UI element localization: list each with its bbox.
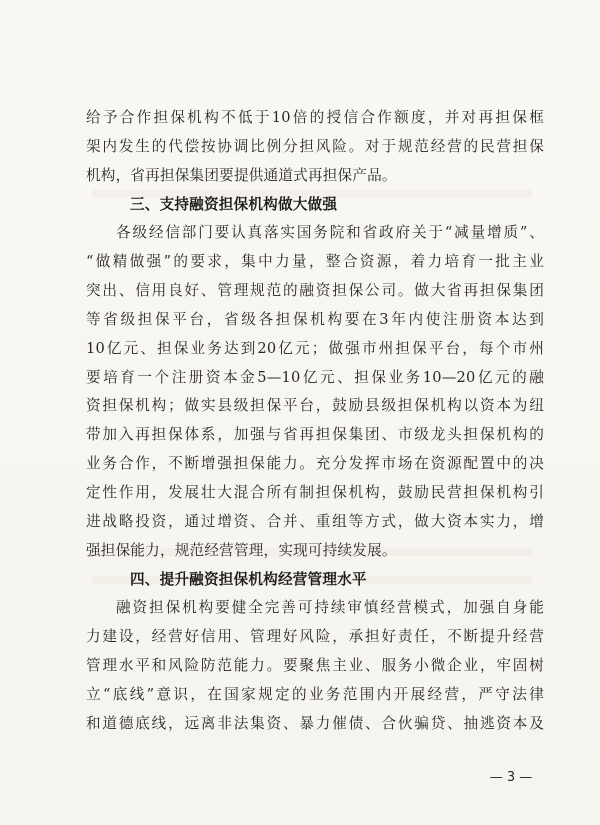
section-heading: 三、支持融资担保机构做大做强 (130, 195, 338, 213)
paragraph-line: 要培育一个注册资本金5—10亿元、担保业务10—20亿元的融 (86, 368, 544, 386)
paragraph-line: 架内发生的代偿按协调比例分担风险。对于规范经营的民营担保 (86, 137, 544, 155)
paragraph-line: 突出、信用良好、管理规范的融资担保公司。做大省再担保集团 (86, 282, 544, 300)
paragraph-line: 带加入再担保体系，加强与省再担保集团、市级龙头担保机构的 (86, 426, 544, 444)
paragraph-line: “做精做强”的要求，集中力量，整合资源，着力培育一批主业 (86, 253, 544, 271)
paragraph-line: 各级经信部门要认真落实国务院和省政府关于“减量增质”、 (116, 224, 544, 242)
paragraph-line: 等省级担保平台，省级各担保机构要在3年内使注册资本达到 (86, 310, 544, 328)
paragraph-line: 定性作用，发展壮大混合所有制担保机构，鼓励民营担保机构引 (86, 483, 544, 501)
paragraph-line: 立“底线”意识，在国家规定的业务范围内开展经营，严守法律 (86, 685, 544, 703)
paragraph-line: 业务合作，不断增强担保能力。充分发挥市场在资源配置中的决 (86, 455, 544, 473)
paragraph-line: 融资担保机构要健全完善可持续审慎经营模式，加强自身能 (116, 599, 544, 617)
paragraph-line: 力建设，经营好信用、管理好风险，承担好责任，不断提升经营 (86, 628, 544, 646)
paragraph-line: 强担保能力，规范经营管理，实现可持续发展。 (86, 541, 397, 559)
paragraph-line: 和道德底线，远离非法集资、暴力催债、合伙骗贷、抽逃资本及 (86, 714, 544, 732)
paragraph-line: 资担保机构；做实县级担保平台，鼓励县级担保机构以资本为纽 (86, 397, 544, 415)
paragraph-line: 管理水平和风险防范能力。要聚焦主业、服务小微企业，牢固树 (86, 657, 544, 675)
paragraph-line: 10亿元、担保业务达到20亿元；做强市州担保平台，每个市州 (86, 339, 544, 357)
paragraph-line: 进战略投资，通过增资、合并、重组等方式，做大资本实力，增 (86, 512, 544, 530)
paragraph-line: 机构，省再担保集团要提供通道式再担保产品。 (86, 166, 397, 184)
paragraph-line: 给予合作担保机构不低于10倍的授信合作额度，并对再担保框 (86, 109, 544, 126)
page-number: — 3 — (489, 770, 533, 785)
section-heading: 四、提升融资担保机构经营管理水平 (130, 570, 367, 588)
body-text (86, 104, 544, 739)
